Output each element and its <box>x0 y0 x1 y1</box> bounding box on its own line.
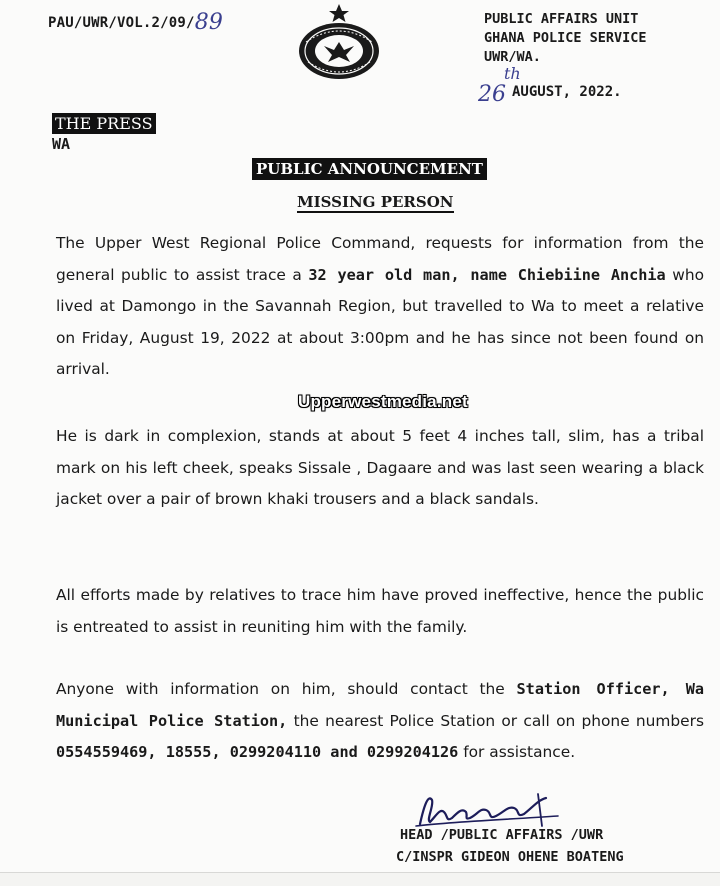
announcement-subtitle: MISSING PERSON <box>297 193 454 211</box>
unit-line: GHANA POLICE SERVICE <box>484 30 647 46</box>
addressee-place: WA <box>52 135 71 153</box>
text-run: The Upper West Regional Police Command, requests for information from the general public to assist trace a <box>56 234 704 284</box>
date-month-year: AUGUST, 2022. <box>512 84 622 100</box>
signature-block <box>396 824 624 868</box>
reference-handwritten-number: 89 <box>194 10 224 35</box>
paragraph-efforts: All efforts made by relatives to trace him have proved ineffective, hence the public is entreated to assist in reuniting him with the family. <box>56 586 704 636</box>
date-handwritten-suffix: th <box>504 64 521 83</box>
contact-station: Station Officer, Wa Municipal Police Station, <box>56 680 704 730</box>
text-run: the nearest Police Station or call on phone numbers <box>287 711 704 730</box>
missing-person-name: 32 year old man, name Chiebiine Anchia <box>308 265 666 284</box>
text-run: for assistance. <box>458 743 576 761</box>
text-run: Anyone with information on him, should contact the <box>56 680 517 698</box>
police-crest-icon <box>294 2 384 82</box>
unit-line: UWR/WA. <box>484 49 541 65</box>
date-handwritten-day: 26 <box>478 82 506 107</box>
issuing-unit <box>484 10 647 67</box>
addressee-label: THE PRESS <box>52 113 156 134</box>
contact-phone-numbers: 0554559469, 18555, 0299204110 and 0299204126 <box>56 743 459 761</box>
paragraph-contact <box>56 674 704 769</box>
reference-prefix: PAU/UWR/VOL.2/09/ <box>48 15 195 31</box>
unit-line: PUBLIC AFFAIRS UNIT <box>484 11 639 27</box>
text-run: who lived at Damongo in the Savannah Region, but travelled to Wa to meet a relative on Friday, August 19, 2022 at about 3:00pm and he has since not been found on arrival. <box>56 265 704 378</box>
watermark: Upperwestmedia.net <box>298 392 468 411</box>
paragraph-intro <box>56 228 704 386</box>
paragraph-description: He is dark in complexion, stands at about 5 feet 4 inches tall, slim, has a tribal mark on his left cheek, speaks Sissale , Dagaare and was last seen wearing a black jacket over a pair of brown khaki trousers and a black sandals. <box>56 427 704 508</box>
document-date <box>478 64 678 107</box>
reference-number <box>48 8 223 33</box>
signatory-title: HEAD /PUBLIC AFFAIRS /UWR <box>400 827 604 843</box>
signatory-name: C/INSPR GIDEON OHENE BOATENG <box>396 849 624 865</box>
announcement-title: PUBLIC ANNOUNCEMENT <box>252 158 487 180</box>
